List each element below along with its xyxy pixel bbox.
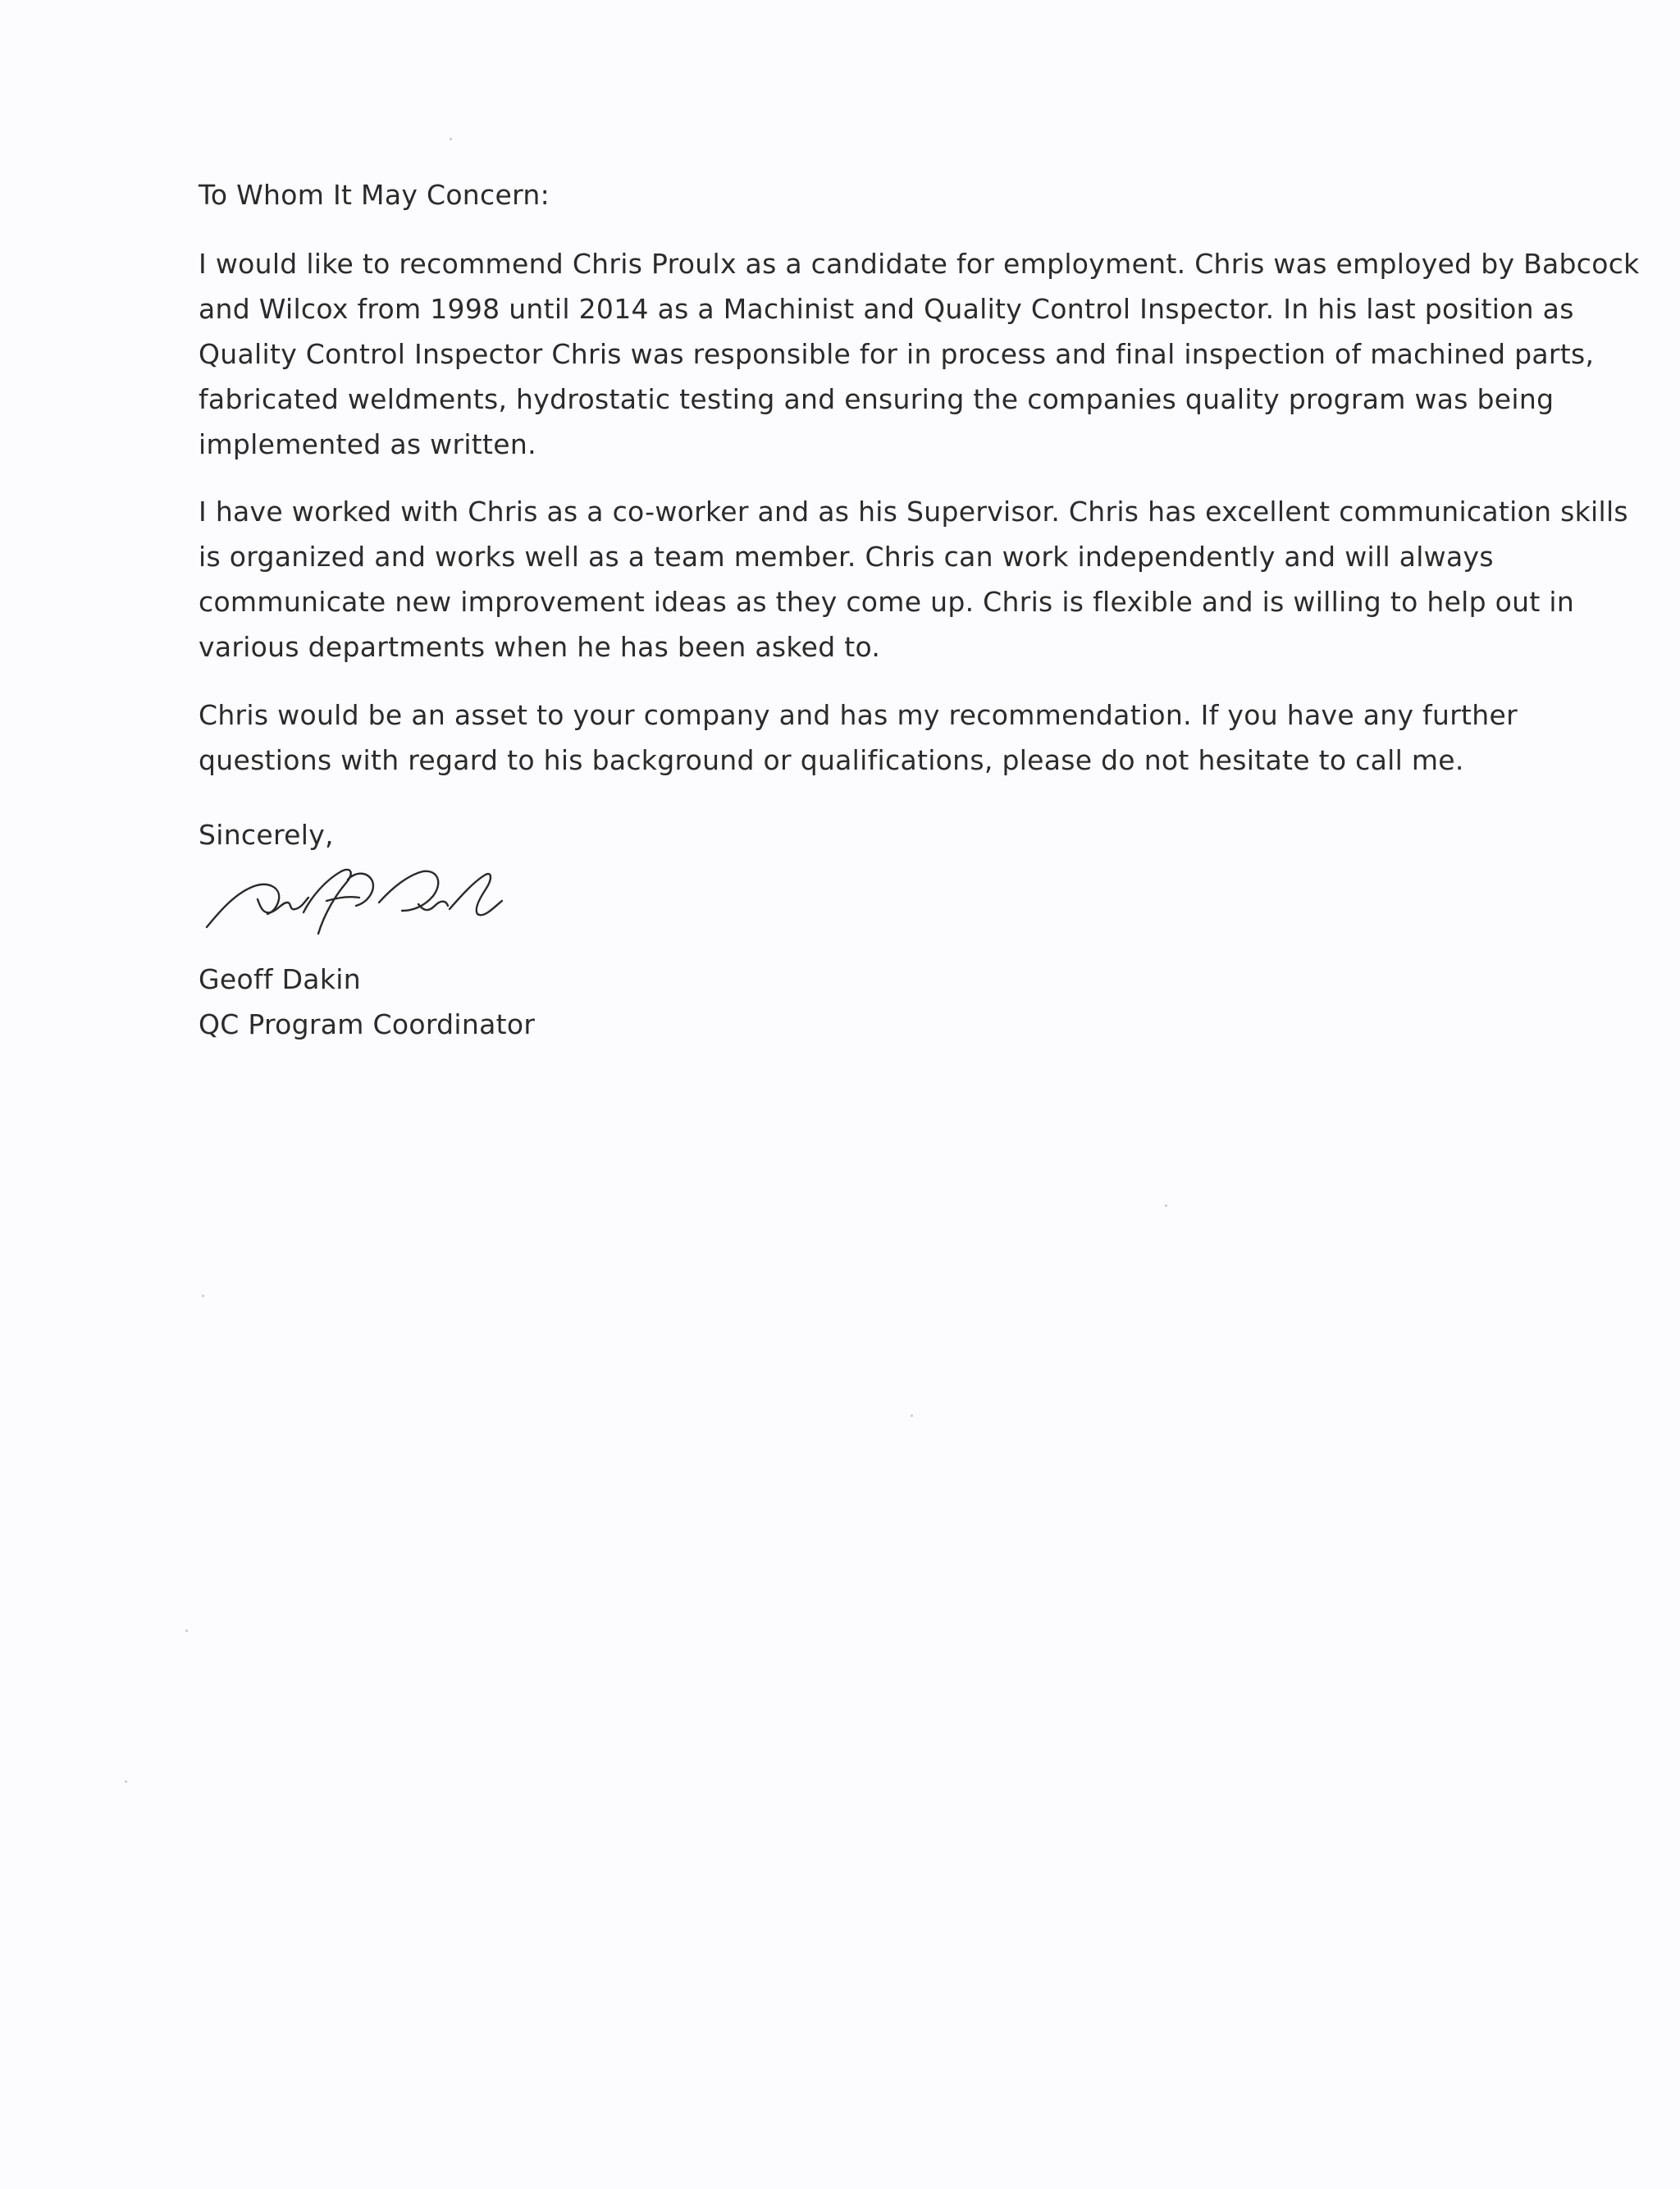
paragraph-1-line: Quality Control Inspector Chris was responsible for in process and final inspection of machined parts, bbox=[199, 338, 1595, 370]
paper-speck bbox=[185, 1629, 188, 1632]
paper-speck bbox=[450, 138, 452, 140]
paragraph-3-line: Chris would be an asset to your company and has my recommendation. If you have any further bbox=[199, 699, 1518, 731]
paragraph-2-line: various departments when he has been asked to. bbox=[199, 631, 881, 663]
signer-block bbox=[199, 957, 1527, 1047]
paragraph-1-line: I would like to recommend Chris Proulx as a candidate for employment. Chris was employed by Babcock bbox=[199, 248, 1640, 280]
paragraph-1 bbox=[199, 241, 1640, 467]
paper-speck bbox=[202, 1295, 204, 1297]
paragraph-2-line: communicate new improvement ideas as they come up. Chris is flexible and is willing to help out in bbox=[199, 586, 1575, 618]
paragraph-1-line: implemented as written. bbox=[199, 428, 536, 460]
signer-title: QC Program Coordinator bbox=[199, 1008, 536, 1040]
paragraph-3 bbox=[199, 692, 1527, 783]
closing: Sincerely, bbox=[199, 819, 334, 851]
paragraph-1-line: fabricated weldments, hydrostatic testing and ensuring the companies quality program was being bbox=[199, 383, 1554, 415]
salutation-block bbox=[199, 172, 1527, 217]
paragraph-2-line: I have worked with Chris as a co-worker and as his Supervisor. Chris has excellent communication skills bbox=[199, 496, 1628, 528]
paragraph-2 bbox=[199, 489, 1628, 669]
signature-icon bbox=[203, 863, 515, 937]
paper-speck bbox=[1165, 1204, 1167, 1207]
paragraph-1-line: and Wilcox from 1998 until 2014 as a Machinist and Quality Control Inspector. In his last position as bbox=[199, 293, 1574, 325]
signer-name: Geoff Dakin bbox=[199, 963, 361, 995]
paragraph-2-line: is organized and works well as a team member. Chris can work independently and will always bbox=[199, 541, 1494, 573]
paragraph-3-line: questions with regard to his background or qualifications, please do not hesitate to call me. bbox=[199, 744, 1464, 776]
paper-speck bbox=[911, 1414, 913, 1417]
salutation: To Whom It May Concern: bbox=[199, 179, 550, 211]
closing-block bbox=[199, 812, 1527, 857]
paper-speck bbox=[125, 1780, 127, 1783]
